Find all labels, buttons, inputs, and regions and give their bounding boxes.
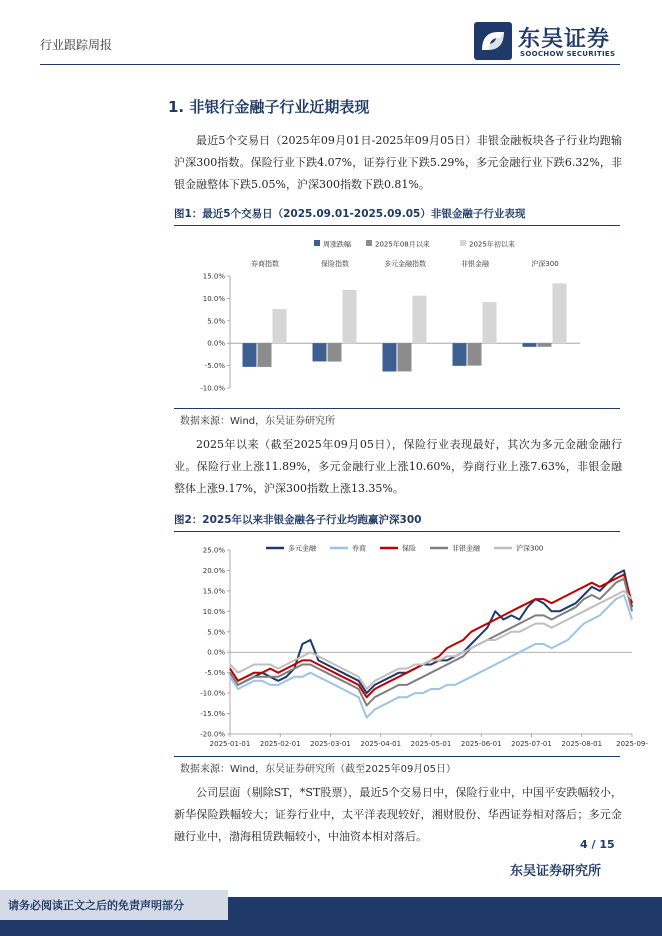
bar-0-3 <box>453 343 467 366</box>
figure-2-source-divider <box>174 756 620 757</box>
category-label: 多元金融指数 <box>384 260 426 268</box>
figure-1-bar-chart <box>174 232 620 406</box>
figure-1-source-divider <box>174 408 620 409</box>
y-tick-label: -20.0% <box>200 730 225 739</box>
x-tick-label: 2025-05-01 <box>410 740 452 748</box>
footer-disclaimer: 请务必阅读正文之后的免责声明部分 <box>8 899 184 912</box>
figure-2-source: 数据来源：Wind，东吴证券研究所（截至2025年09月05日） <box>180 764 457 775</box>
figure-2-line-chart <box>174 536 648 754</box>
legend-label: 非银金融 <box>452 544 480 553</box>
legend-label: 2025年初以来 <box>469 240 515 249</box>
legend-label: 周涨跌幅 <box>323 240 351 249</box>
y-tick-label: -15.0% <box>200 710 225 719</box>
y-tick-label: 10.0% <box>202 294 225 303</box>
paragraph-text: 最近5个交易日（2025年09月01日-2025年09月05日）非银金融板块各子行业均跑输沪深300指数。保险行业下跌4.07%，证券行业下跌5.29%，多元金融行业下跌6.32%，非银金融整体下跌5.05%，沪深300指数下跌0.81%。 <box>174 134 622 191</box>
bar-2-3 <box>483 302 497 343</box>
bar-2-0 <box>273 309 287 343</box>
x-tick-label: 2025-08-01 <box>561 740 603 748</box>
x-tick-label: 2025-04-01 <box>360 740 402 748</box>
brand-logo-icon <box>474 22 512 60</box>
x-tick-label: 2025-02-01 <box>259 740 301 748</box>
bar-1-2 <box>398 343 412 371</box>
legend-label: 2025年08月以来 <box>375 240 430 249</box>
header-divider <box>40 64 620 65</box>
x-tick-label: 2025-09- <box>616 740 648 748</box>
x-tick-label: 2025-07-01 <box>511 740 552 748</box>
bar-2-4 <box>553 283 567 343</box>
category-label: 沪深300 <box>531 260 559 268</box>
bar-0-4 <box>523 343 537 347</box>
paragraph-3 <box>174 782 622 848</box>
y-tick-label: 5.0% <box>207 628 225 637</box>
paragraph-text: 公司层面（剔除ST，*ST股票），最近5个交易日中，保险行业中，中国平安跌幅较小，新华保险跌幅较大；证券行业中，太平洋表现较好，湘财股份、华西证券相对落后；多元金融行业中，渤海租赁跌幅较小，中油资本相对落后。 <box>174 786 622 843</box>
category-label: 保险指数 <box>321 260 349 268</box>
bar-1-3 <box>468 343 482 365</box>
legend-swatch <box>460 240 466 246</box>
bar-0-1 <box>313 343 327 361</box>
paragraph-1 <box>174 130 622 196</box>
category-label: 非银金融 <box>461 260 489 268</box>
y-tick-label: 20.0% <box>202 566 225 575</box>
section-title: 1. 非银行金融子行业近期表现 <box>168 98 370 116</box>
x-tick-label: 2025-01-01 <box>209 740 251 748</box>
brand-name-en: SOOCHOW SECURITIES <box>520 50 616 58</box>
y-tick-label: 25.0% <box>202 546 225 555</box>
y-tick-label: -10.0% <box>200 689 225 698</box>
footer-org: 东吴证券研究所 <box>510 864 602 879</box>
y-tick-label: -5.0% <box>204 669 225 678</box>
y-tick-label: 0.0% <box>207 339 225 348</box>
y-tick-label: -10.0% <box>200 384 225 393</box>
bar-1-4 <box>538 343 552 347</box>
y-tick-label: 15.0% <box>202 587 225 596</box>
y-tick-label: 10.0% <box>202 607 225 616</box>
bar-0-0 <box>243 343 257 367</box>
report-type-label: 行业跟踪周报 <box>40 38 113 52</box>
bar-1-0 <box>258 343 272 367</box>
legend-label: 保险 <box>402 544 416 553</box>
y-tick-label: -5.0% <box>204 362 225 371</box>
paragraph-2 <box>174 434 622 500</box>
legend-label: 券商 <box>352 544 366 553</box>
figure-1-source: 数据来源：Wind，东吴证券研究所 <box>180 416 336 427</box>
category-label: 券商指数 <box>251 260 279 268</box>
legend-label: 沪深300 <box>516 544 544 553</box>
legend-swatch <box>366 240 372 246</box>
y-tick-label: 5.0% <box>207 317 225 326</box>
brand-name-cn: 东吴证券 <box>518 27 611 52</box>
figure-1-title: 图1：最近5个交易日（2025.09.01-2025.09.05）非银金融子行业表现 <box>174 206 620 226</box>
bar-1-1 <box>328 343 342 361</box>
bar-0-2 <box>383 343 397 371</box>
x-tick-label: 2025-03-01 <box>310 740 351 748</box>
legend-label: 多元金融 <box>288 544 316 553</box>
series-line-1 <box>230 595 632 718</box>
series-line-0 <box>230 570 632 693</box>
y-tick-label: 0.0% <box>207 648 225 657</box>
paragraph-text: 2025年以来（截至2025年09月05日），保险行业表现最好，其次为多元金融金融行业。保险行业上涨11.89%，多元金融行业上涨10.60%，券商行业上涨7.63%，非银金融整体上涨9.17%，沪深300指数上涨13.35%。 <box>174 438 622 495</box>
y-tick-label: 15.0% <box>202 272 225 281</box>
bar-2-2 <box>413 296 427 343</box>
figure-2-title: 图2：2025年以来非银金融各子行业均跑赢沪深300 <box>174 512 620 532</box>
series-line-3 <box>230 579 632 706</box>
x-tick-label: 2025-06-01 <box>460 740 502 748</box>
legend-swatch <box>314 240 320 246</box>
bar-2-1 <box>343 290 357 343</box>
page-number: 4 / 15 <box>580 838 615 851</box>
